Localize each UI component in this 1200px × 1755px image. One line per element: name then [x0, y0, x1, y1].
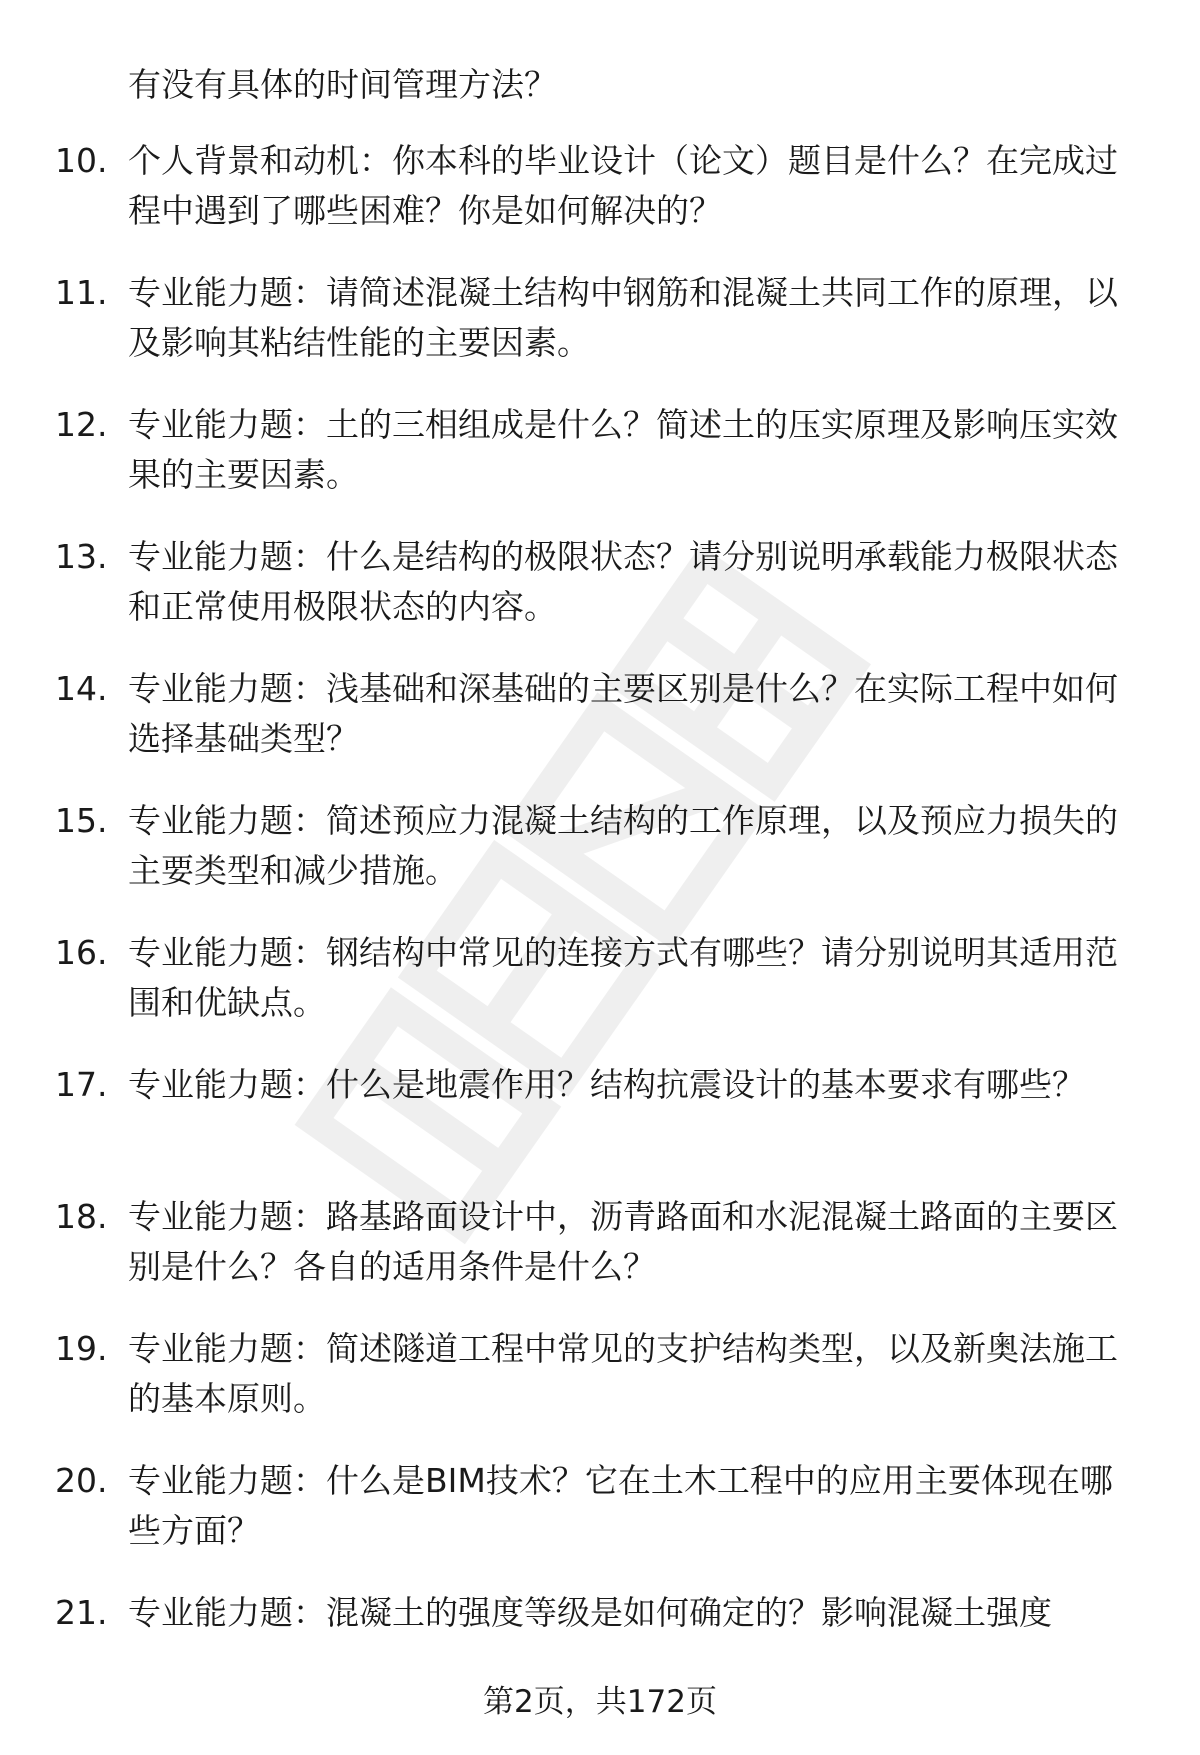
list-item [0, 1060, 1200, 1192]
question-number: 15. [55, 801, 108, 840]
question-text: 专业能力题：什么是地震作用？结构抗震设计的基本要求有哪些？ [128, 1065, 1085, 1104]
question-text: 专业能力题：简述隧道工程中常见的支护结构类型，以及新奥法施工的基本原则。 [128, 1329, 1118, 1418]
list-item [0, 1324, 1200, 1456]
question-number: 14. [55, 669, 108, 708]
list-item [0, 400, 1200, 532]
question-number: 10. [55, 141, 108, 180]
question-text: 专业能力题：路基路面设计中，沥青路面和水泥混凝土路面的主要区别是什么？各自的适用条件是什么？ [128, 1197, 1118, 1286]
question-text: 专业能力题：钢结构中常见的连接方式有哪些？请分别说明其适用范围和优缺点。 [128, 933, 1118, 1022]
question-text: 个人背景和动机：你本科的毕业设计（论文）题目是什么？在完成过程中遇到了哪些困难？你是如何解决的？ [128, 141, 1118, 230]
question-text: 专业能力题：简述预应力混凝土结构的工作原理，以及预应力损失的主要类型和减少措施。 [128, 801, 1118, 890]
list-item [0, 1456, 1200, 1588]
continuation-text: 有没有具体的时间管理方法？ [128, 65, 557, 104]
list-item [0, 664, 1200, 796]
question-number: 20. [55, 1461, 108, 1500]
question-number: 12. [55, 405, 108, 444]
question-text: 专业能力题：浅基础和深基础的主要区别是什么？在实际工程中如何选择基础类型？ [128, 669, 1118, 758]
question-number: 13. [55, 537, 108, 576]
question-number: 18. [55, 1197, 108, 1236]
list-item [0, 796, 1200, 928]
question-list [0, 136, 1200, 1720]
question-text: 专业能力题：什么是BIM技术？它在土木工程中的应用主要体现在哪些方面？ [128, 1461, 1113, 1550]
question-number: 19. [55, 1329, 108, 1368]
question-number: 17. [55, 1065, 108, 1104]
list-item [0, 136, 1200, 268]
question-text: 专业能力题：请简述混凝土结构中钢筋和混凝土共同工作的原理，以及影响其粘结性能的主要因素。 [128, 273, 1118, 362]
list-item [0, 268, 1200, 400]
list-item [0, 532, 1200, 664]
list-item [0, 1192, 1200, 1324]
question-number: 11. [55, 273, 108, 312]
page-footer: 第2页，共172页 [483, 1684, 717, 1720]
question-text: 专业能力题：混凝土的强度等级是如何确定的？影响混凝土强度 [128, 1593, 1052, 1632]
question-number: 16. [55, 933, 108, 972]
question-text: 专业能力题：土的三相组成是什么？简述土的压实原理及影响压实效果的主要因素。 [128, 405, 1118, 494]
question-number: 21. [55, 1593, 108, 1632]
question-text: 专业能力题：什么是结构的极限状态？请分别说明承载能力极限状态和正常使用极限状态的内容。 [128, 537, 1118, 626]
list-item [0, 928, 1200, 1060]
